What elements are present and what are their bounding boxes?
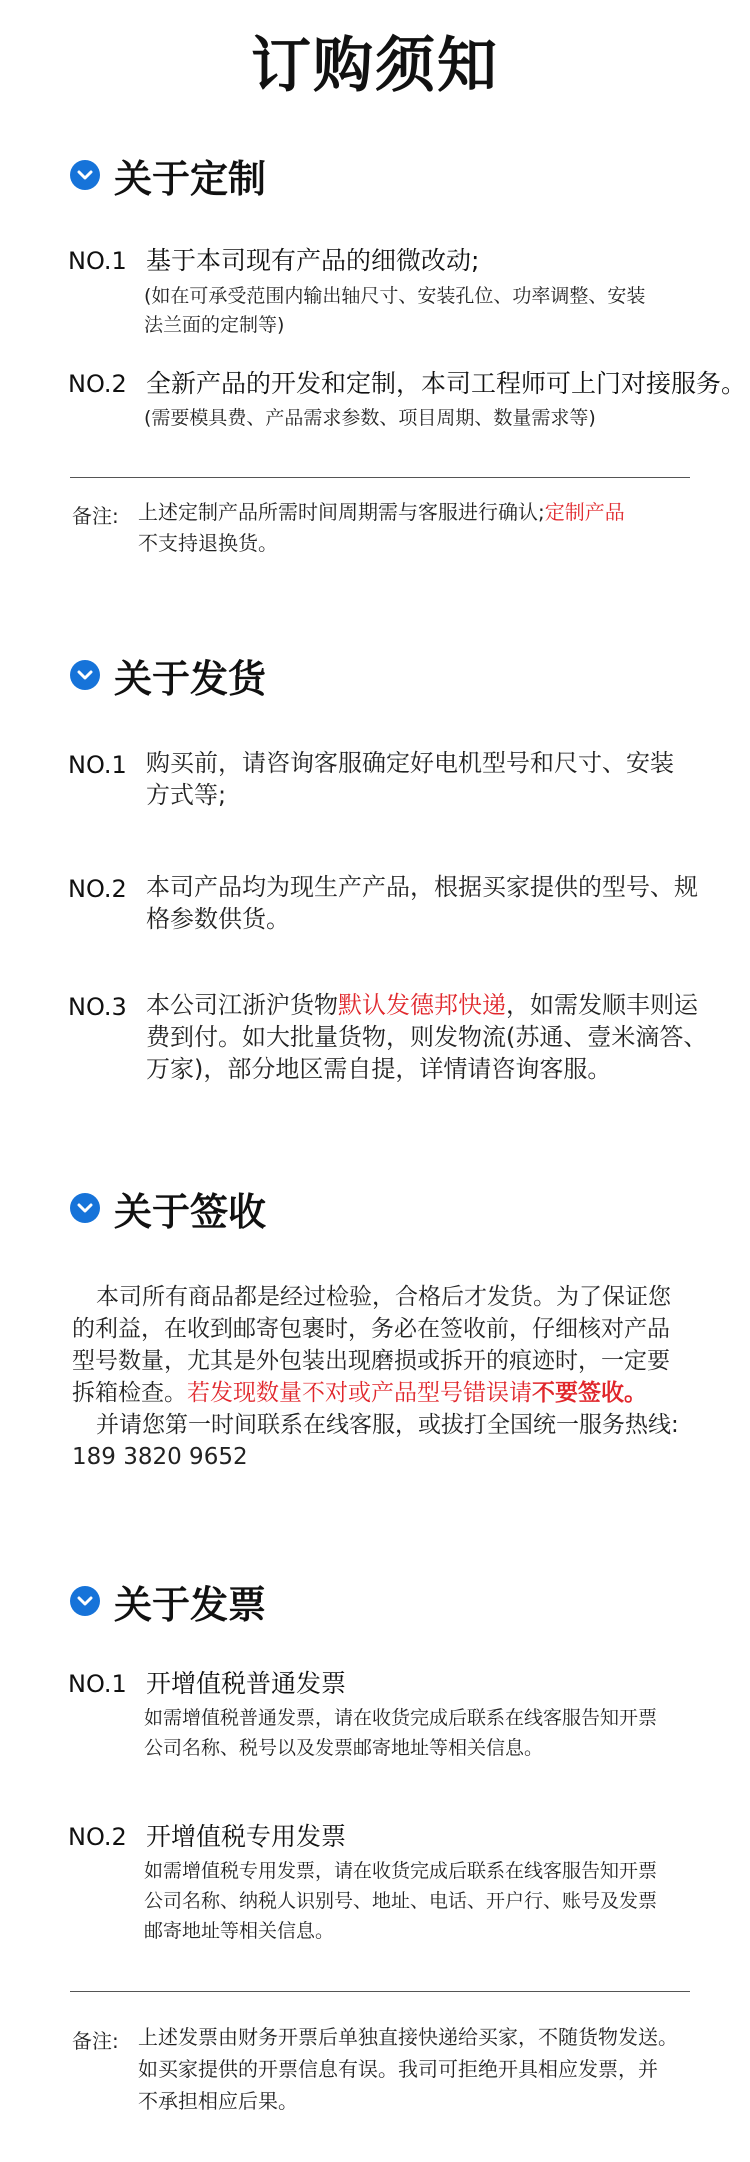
note-text: 上述发票由财务开票后单独直接快递给买家，不随货物发送。 — [138, 2025, 678, 2049]
item-subtext: 如需增值税普通发票，请在收货完成后联系在线客服告知开票 — [144, 1707, 658, 1729]
item-subtext: (如在可承受范围内输出轴尺寸、安装孔位、功率调整、安装 — [144, 285, 646, 307]
note-text-warning: 不支持退换货。 — [138, 531, 278, 555]
section-heading-invoice — [70, 1576, 266, 1626]
item-subtext: (需要模具费、产品需求参数、项目周期、数量需求等) — [144, 407, 596, 429]
item-subtext: 法兰面的定制等) — [144, 314, 285, 336]
note-label: 备注: — [72, 504, 119, 528]
item-subtext: 邮寄地址等相关信息。 — [144, 1920, 335, 1942]
item-number: NO.1 — [68, 247, 127, 275]
chevron-down-icon — [70, 160, 100, 190]
note-text: 不承担相应后果。 — [138, 2089, 298, 2113]
page-title: 订购须知 — [251, 31, 499, 101]
item-text: 费到付。如大批量货物，则发物流(苏通、壹米滴答、 — [146, 1023, 708, 1051]
section-heading-shipping — [70, 650, 266, 700]
section-title: 关于定制 — [114, 156, 267, 201]
item-subtext: 如需增值税专用发票，请在收货完成后联系在线客服告知开票 — [144, 1860, 658, 1882]
divider — [70, 1991, 690, 1992]
item-text: 格参数供货。 — [146, 905, 290, 933]
paragraph-line: 的利益，在收到邮寄包裹时，务必在签收前，仔细核对产品 — [72, 1316, 670, 1342]
item-text: 本司产品均为现生产产品，根据买家提供的型号、规 — [146, 873, 698, 901]
chevron-down-icon — [70, 1193, 100, 1223]
item-text: 本公司江浙沪货物默认发德邦快递，如需发顺丰则运 — [146, 991, 698, 1019]
note-text: 如买家提供的开票信息有误。我司可拒绝开具相应发票，并 — [138, 2057, 658, 2081]
section-heading-receipt — [70, 1183, 266, 1233]
item-text: 购买前，请咨询客服确定好电机型号和尺寸、安装 — [146, 749, 674, 777]
item-text: 方式等; — [146, 781, 227, 809]
note-label: 备注: — [72, 2029, 119, 2053]
divider — [70, 477, 690, 478]
item-subtext: 公司名称、税号以及发票邮寄地址等相关信息。 — [144, 1737, 544, 1759]
section-title: 关于发货 — [114, 656, 267, 701]
paragraph-line-warning: 拆箱检查。若发现数量不对或产品型号错误请不要签收。 — [72, 1380, 647, 1406]
section-title: 关于签收 — [114, 1189, 267, 1234]
section-heading-customization — [70, 150, 266, 200]
section-title: 关于发票 — [114, 1582, 267, 1627]
item-subtext: 公司名称、纳税人识别号、地址、电话、开户行、账号及发票 — [144, 1890, 658, 1912]
item-title: 开增值税普通发票 — [146, 1669, 347, 1698]
hotline-number[interactable]: 189 3820 9652 — [72, 1444, 248, 1470]
item-title: 全新产品的开发和定制，本司工程师可上门对接服务。 — [146, 369, 747, 398]
paragraph-line: 型号数量，尤其是外包装出现磨损或拆开的痕迹时，一定要 — [72, 1348, 670, 1374]
item-title: 开增值税专用发票 — [146, 1822, 347, 1851]
paragraph-line: 并请您第一时间联系在线客服，或拔打全国统一服务热线: — [96, 1412, 679, 1438]
item-number: NO.2 — [68, 370, 127, 398]
chevron-down-icon — [70, 1586, 100, 1616]
item-text: 万家)，部分地区需自提，详情请咨询客服。 — [146, 1055, 612, 1083]
note-text: 上述定制产品所需时间周期需与客服进行确认;定制产品 — [138, 500, 625, 524]
item-number: NO.1 — [68, 1670, 127, 1698]
item-number: NO.1 — [68, 751, 127, 779]
item-number: NO.2 — [68, 875, 127, 903]
item-number: NO.2 — [68, 1823, 127, 1851]
item-number: NO.3 — [68, 993, 127, 1021]
paragraph-line: 本司所有商品都是经过检验，合格后才发货。为了保证您 — [96, 1284, 671, 1310]
chevron-down-icon — [70, 660, 100, 690]
item-title: 基于本司现有产品的细微改动; — [146, 246, 480, 275]
